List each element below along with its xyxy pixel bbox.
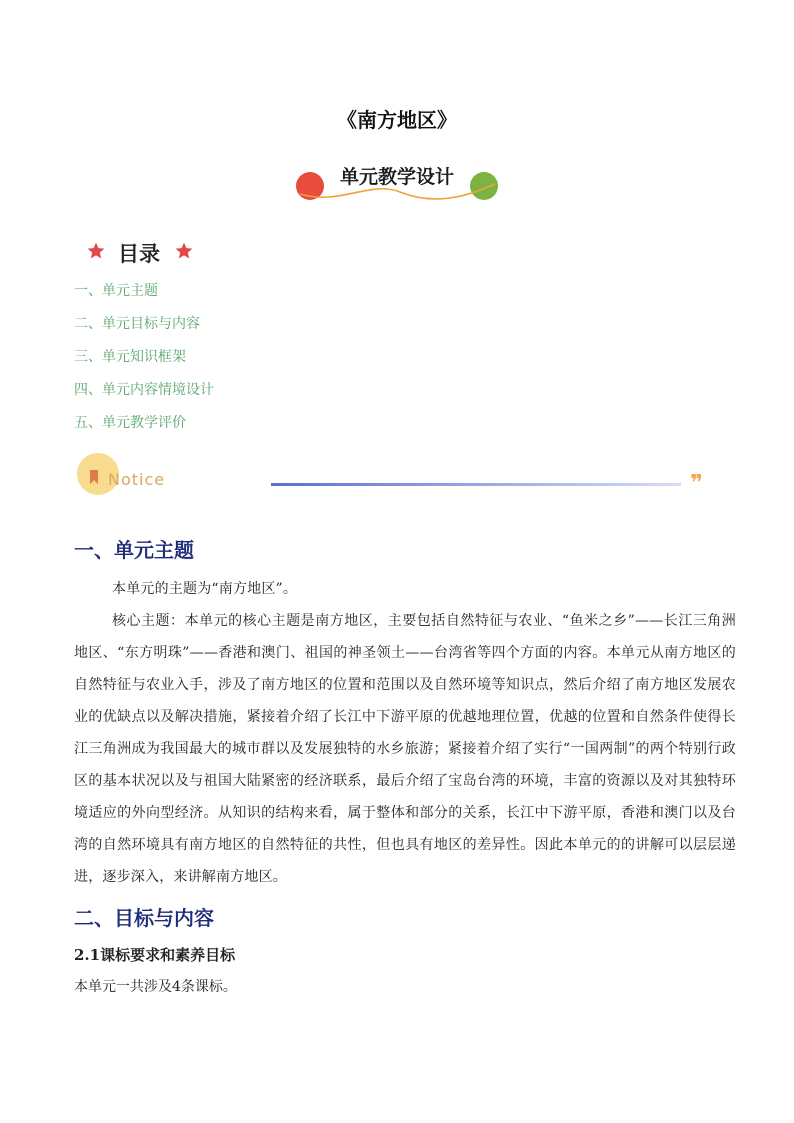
star-icon [174,241,194,261]
banner-title: 单元教学设计 [339,166,454,188]
section-heading-goals: 二、目标与内容 [74,906,214,930]
paragraph-standards-count: 本单元一共涉及4条课标。 [74,979,237,995]
section-heading-unit-theme: 一、单元主题 [74,538,194,562]
toc-item[interactable]: 四、单元内容情境设计 [74,382,214,398]
notice-decoration-icon [76,452,716,500]
toc-list [74,280,214,445]
notice-divider [76,452,716,500]
unit-design-banner [290,154,504,206]
toc-item[interactable]: 五、单元教学评价 [74,415,186,431]
toc-item[interactable]: 二、单元目标与内容 [74,316,200,332]
document-title: 《南方地区》 [337,108,457,132]
subsection-heading-standards: 2.1课标要求和素养目标 [74,946,236,964]
svg-text:❞: ❞ [690,471,703,496]
notice-label: Notice [108,470,166,489]
toc-item[interactable]: 三、单元知识框架 [74,349,186,365]
toc-title: 目录 [118,242,160,266]
toc-item[interactable]: 一、单元主题 [74,283,158,299]
paragraph-core-theme: 核心主题：本单元的核心主题是南方地区，主要包括自然特征与农业、“鱼米之乡”——长江三角洲地区、“东方明珠”——香港和澳门、祖国的神圣领土——台湾省等四个方面的内容。本单元从南方地区的自然特征与农业入手，涉及了南方地区的位置和范围以及自然环境等知识点，然后介绍了南方地区发展农业的优缺点以及解决措施，紧接着介绍了长江中下游平原的优越地理位置，优越的位置和自然条件使得长江三角洲成为我国最大的城市群以及发展独特的水乡旅游；紧接着介绍了实行“一国两制”的两个特别行政区的基本状况以及与祖国大陆紧密的经济联系，最后介绍了宝岛台湾的环境，丰富的资源以及对其独特环境适应的外向型经济。从知识的结构来看，属于整体和部分的关系，长江中下游平原，香港和澳门以及台湾的自然环境具有南方地区的自然特征的共性，但也具有地区的差异性。因此本单元的的讲解可以层层递进，逐步深入，来讲解南方地区。 [74,613,736,885]
toc-header [86,238,226,268]
paragraph-theme: 本单元的主题为“南方地区”。 [112,581,298,597]
star-icon [86,241,106,261]
